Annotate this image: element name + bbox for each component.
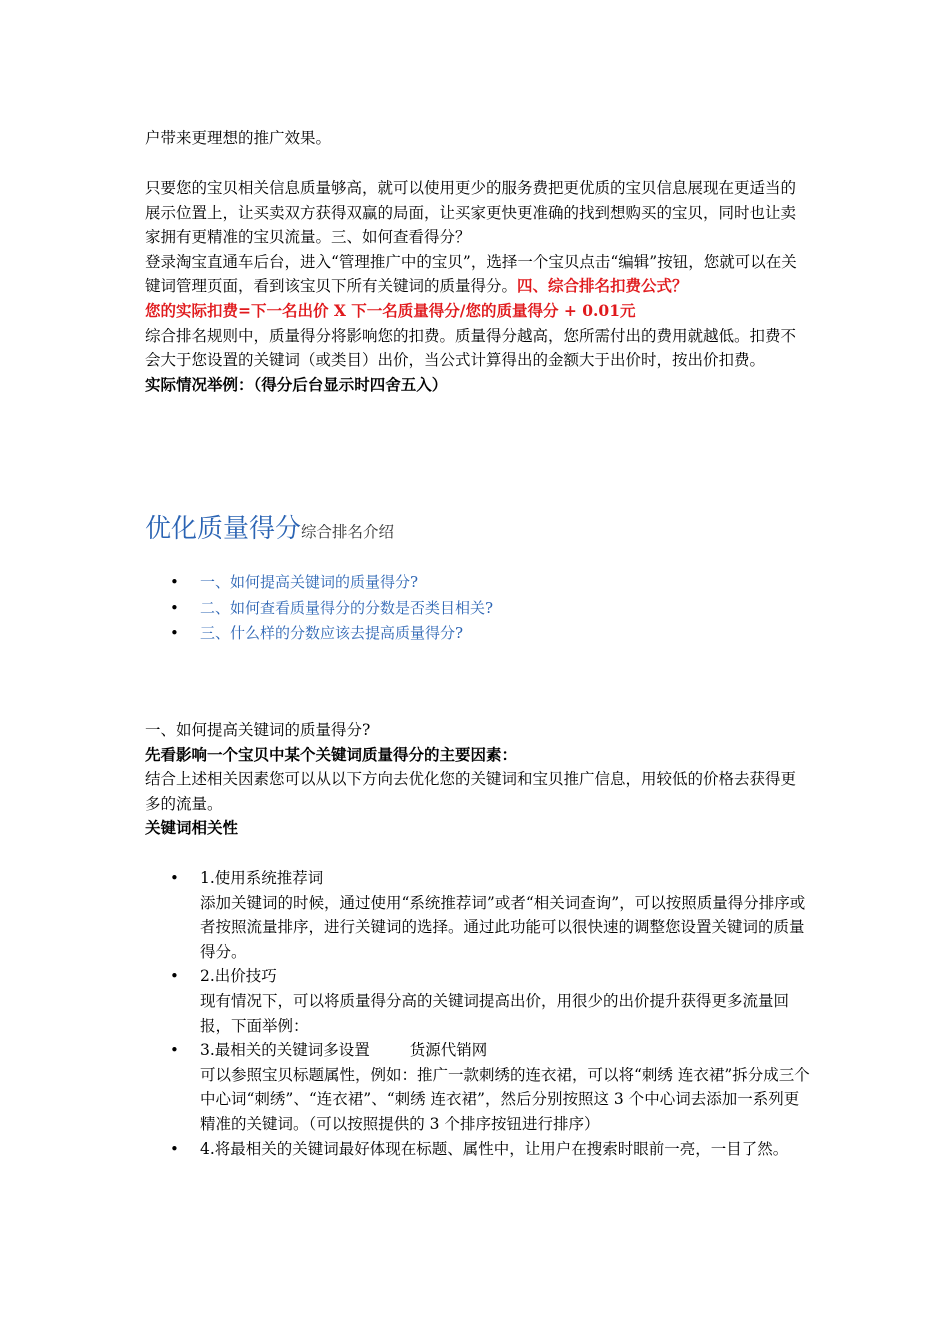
bullet-icon: • <box>170 573 179 591</box>
bullet-icon: • <box>170 869 179 887</box>
list-item-body: 添加关键词的时候，通过使用“系统推荐词”或者“相关词查询”，可以按照质量得分排序或者按照流量排序，进行关键词的选择。通过此功能可以很快速的调整您设置关键词的质量得分。 <box>200 893 806 961</box>
heading-sub: 综合排名介绍 <box>301 523 395 541</box>
tips-list <box>170 866 810 1161</box>
section-one-title: 一、如何提高关键词的质量得分? <box>145 721 371 739</box>
list-item <box>170 866 810 964</box>
bullet-icon: • <box>170 1139 179 1158</box>
toc-link-label: 一、如何提高关键词的质量得分? <box>200 573 419 591</box>
bullet-icon: • <box>170 598 179 617</box>
list-item <box>170 1137 810 1162</box>
toc-link-2[interactable] <box>170 596 493 622</box>
section-one <box>145 718 810 841</box>
list-item-title: 1.使用系统推荐词 <box>200 869 324 887</box>
paragraph-ranking-rule: 综合排名规则中，质量得分将影响您的扣费。质量得分越高，您所需付出的费用就越低。扣费不会大于您设置的关键词（或类目）出价，当公式计算得出的金额大于出价时，按出价扣费。 <box>145 326 797 370</box>
list-item-title: 2.出价技巧 <box>200 967 277 986</box>
paragraph-login-text: 登录淘宝直通车后台，进入“管理推广中的宝贝”，选择一个宝贝点击“编辑”按钮，您就可以在关键词管理页面，看到该宝贝下所有关键词的质量得分。 <box>145 252 797 296</box>
bullet-icon: • <box>170 967 179 986</box>
bullet-icon: • <box>170 624 179 642</box>
paragraph-quality-benefit <box>145 176 810 397</box>
list-item-title: 3.最相关的关键词多设置 <box>200 1041 370 1060</box>
toc-link-label: 三、什么样的分数应该去提高质量得分? <box>200 624 464 642</box>
toc-link-1[interactable] <box>170 570 493 596</box>
list-item <box>170 964 810 1038</box>
heading-main: 优化质量得分 <box>145 514 302 544</box>
section-heading <box>145 508 394 545</box>
example-label: 实际情况举例：（得分后台显示时四舍五入） <box>145 375 448 394</box>
section-one-factors: 先看影响一个宝贝中某个关键词质量得分的主要因素： <box>145 745 518 764</box>
list-item <box>170 1038 810 1136</box>
keyword-relevance-label: 关键词相关性 <box>145 819 239 838</box>
section-one-text: 结合上述相关因素您可以从以下方向去优化您的关键词和宝贝推广信息，用较低的价格去获得更多的流量。 <box>145 770 797 813</box>
toc-link-label: 二、如何查看质量得分的分数是否类目相关? <box>200 598 494 617</box>
list-item-body: 现有情况下，可以将质量得分高的关键词提高出价，用很少的出价提升获得更多流量回报，下面举例： <box>200 991 790 1035</box>
toc-link-3[interactable] <box>170 621 493 647</box>
bullet-icon: • <box>170 1041 179 1060</box>
section-four-heading: 四、综合排名扣费公式？ <box>517 276 688 296</box>
formula-text: 您的实际扣费=下一名出价 X 下一名质量得分/您的质量得分 + 0.01元 <box>145 300 636 320</box>
list-item-title: 4.将最相关的关键词最好体现在标题、属性中，让用户在搜索时眼前一亮，一目了然。 <box>200 1139 789 1158</box>
table-of-contents <box>170 570 493 647</box>
list-item-extra: 货源代销网 <box>409 1041 488 1060</box>
paragraph-intro-end: 户带来更理想的推广效果。 <box>145 129 332 147</box>
paragraph-quality-benefit-text: 只要您的宝贝相关信息质量够高，就可以使用更少的服务费把更优质的宝贝信息展现在更适当的展示位置上，让买卖双方获得双赢的局面，让买家更快更准确的找到想购买的宝贝，同时也让卖家拥有更精准的宝贝流量。三、如何查看得分？ <box>145 179 797 247</box>
list-item-body: 可以参照宝贝标题属性，例如：推广一款刺绣的连衣裙，可以将“刺绣 连衣裙”拆分成三个中心词“刺绣”、“连衣裙”、“刺绣 连衣裙”，然后分别按照这 3 个中心词去添加一系列更精准的关键词。（可以按照提供的 3 个排序按钮进行排序） <box>200 1065 810 1133</box>
